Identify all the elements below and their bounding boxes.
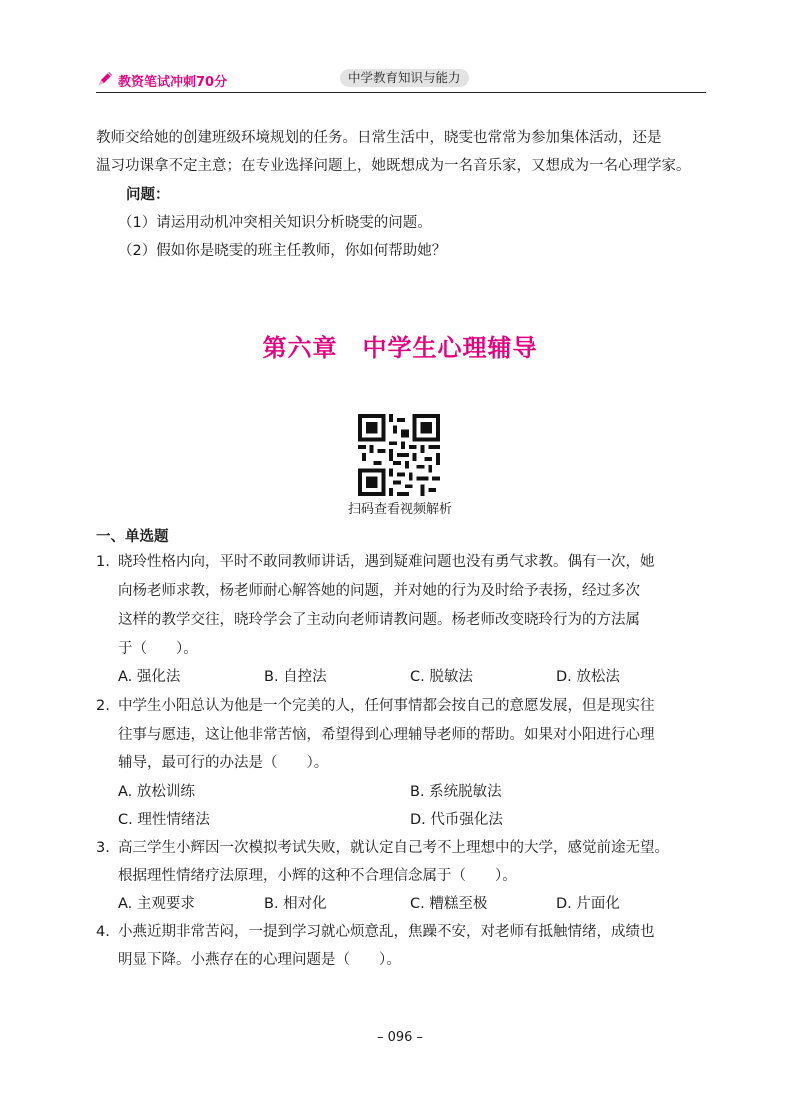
item-1-option-c[interactable]: C. 脱敏法	[410, 669, 473, 685]
item-1-line-2: 向杨老师求教，杨老师耐心解答她的问题，并对她的行为及时给予表扬，经过多次	[118, 583, 640, 599]
item-3-number: 3.	[96, 840, 110, 856]
item-3-option-b[interactable]: B. 相对化	[264, 896, 327, 912]
item-4-number: 4.	[96, 924, 110, 940]
item-1-line-4: 于（ ）。	[118, 641, 198, 657]
item-2-option-d[interactable]: D. 代币强化法	[410, 812, 503, 828]
question-2: （2）假如你是晓雯的班主任教师，你如何帮助她？	[118, 243, 447, 259]
item-3-option-a[interactable]: A. 主观要求	[118, 896, 195, 912]
item-1-number: 1.	[96, 554, 110, 570]
item-1-option-d[interactable]: D. 放松法	[556, 669, 620, 685]
item-2-option-a[interactable]: A. 放松训练	[118, 784, 195, 800]
item-3-line-2: 根据理性情绪疗法原理，小辉的这种不合理信念属于（ ）。	[118, 868, 517, 884]
pencil-icon	[96, 70, 114, 88]
chapter-title: 第六章 中学生心理辅导	[262, 333, 538, 362]
item-1-line-3: 这样的教学交往，晓玲学会了主动向老师请教问题。杨老师改变晓玲行为的方法属	[118, 612, 640, 628]
item-2-option-c[interactable]: C. 理性情绪法	[118, 812, 210, 828]
item-4-line-2: 明显下降。小燕存在的心理问题是（ ）。	[118, 952, 401, 968]
brand-title: 教资笔试冲刺70分	[118, 75, 228, 90]
item-2-option-b[interactable]: B. 系统脱敏法	[410, 784, 502, 800]
question-1: （1）请运用动机冲突相关知识分析晓雯的问题。	[118, 215, 432, 231]
page-number: – 096 –	[376, 1030, 424, 1045]
qr-code-icon[interactable]	[358, 414, 440, 496]
item-2-line-2: 往事与愿违，这让他非常苦恼，希望得到心理辅导老师的帮助。如果对小阳进行心理	[118, 727, 655, 743]
item-3-line-1: 高三学生小辉因一次模拟考试失败，就认定自己考不上理想中的大学，感觉前途无望。	[118, 840, 669, 856]
section-title: 一、单选题	[96, 529, 169, 545]
item-1-line-1: 晓玲性格内向，平时不敢同教师讲话，遇到疑难问题也没有勇气求教。偶有一次，她	[118, 554, 655, 570]
header-rule	[96, 92, 706, 93]
item-1-option-b[interactable]: B. 自控法	[264, 669, 327, 685]
case-line-2: 温习功课拿不定主意；在专业选择问题上，她既想成为一名音乐家，又想成为一名心理学家。	[96, 158, 691, 174]
item-3-option-d[interactable]: D. 片面化	[556, 896, 620, 912]
case-line-1: 教师交给她的创建班级环境规划的任务。日常生活中，晓雯也常常为参加集体活动，还是	[96, 130, 662, 146]
item-1-option-a[interactable]: A. 强化法	[118, 669, 181, 685]
book-title-badge: 中学教育知识与能力	[340, 69, 469, 87]
item-2-line-3: 辅导，最可行的办法是（ ）。	[118, 755, 329, 771]
qr-caption: 扫码查看视频解析	[347, 502, 452, 517]
item-4-line-1: 小燕近期非常苦闷，一提到学习就心烦意乱，焦躁不安，对老师有抵触情绪，成绩也	[118, 924, 655, 940]
page-header	[96, 68, 706, 92]
item-2-number: 2.	[96, 698, 110, 714]
item-2-line-1: 中学生小阳总认为他是一个完美的人，任何事情都会按自己的意愿发展，但是现实往	[118, 698, 655, 714]
question-label: 问题：	[126, 187, 170, 203]
item-3-option-c[interactable]: C. 糟糕至极	[410, 896, 488, 912]
